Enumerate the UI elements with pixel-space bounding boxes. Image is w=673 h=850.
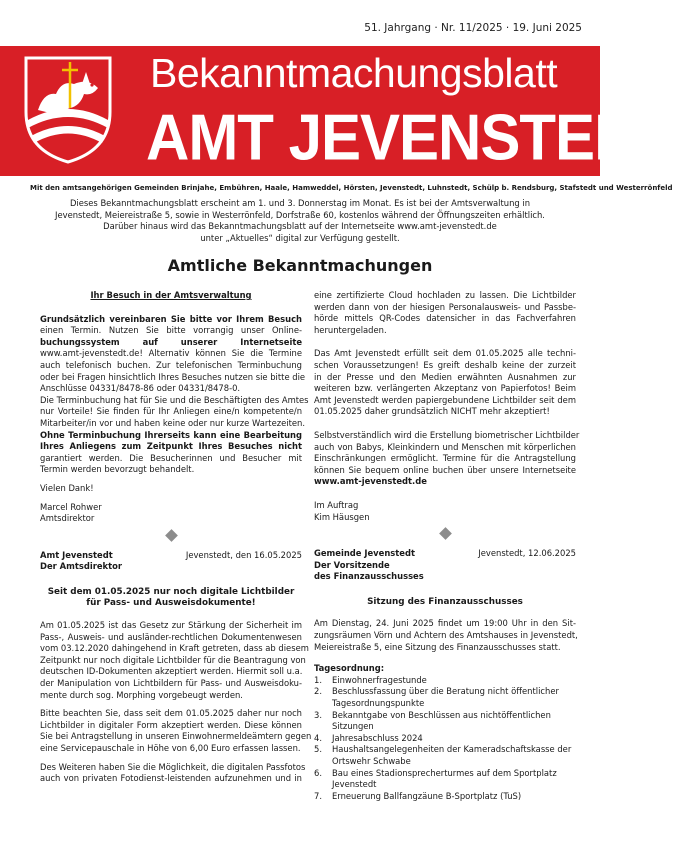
text-line: weiteren bzw. verlängerten Akzeptanz von Papierfotos! Beim xyxy=(314,383,576,394)
council-role: Der Vorsitzende xyxy=(314,559,390,570)
intro-notice xyxy=(40,198,560,244)
masthead-subtitle: AMT JEVENSTEDT xyxy=(146,101,673,174)
text-line: mente durch sog. Morphing vorgebeugt werden. xyxy=(40,689,243,700)
text-line: www.amt-jevenstedt.de! Alternativ können Sie die Termine xyxy=(40,348,302,359)
issue-line: 51. Jahrgang · Nr. 11/2025 · 19. Juni 2025 xyxy=(364,22,582,34)
thanks: Vielen Dank! xyxy=(40,482,94,493)
agenda-item: 2. Beschlussfassung über die Beratung nicht öffentlicher Tagesordnungspunkte xyxy=(314,686,559,709)
agenda-item: 5. Haushaltsangelegenheiten der Kameradschaftskasse der Ortswehr Schwabe xyxy=(314,744,572,766)
text-line: schen Voraussetzungen! Es greift deshalb keine der zurzeit xyxy=(314,359,576,370)
agenda-item: 4. Jahresabschluss 2024 xyxy=(314,732,423,743)
signer-name: Marcel Rohwer xyxy=(40,501,102,512)
text-line: werden dann von der hiesigen Personalausweis- und Passbe- xyxy=(314,301,576,312)
agenda-title: Tagesordnung: xyxy=(314,663,385,674)
masthead-banner xyxy=(0,46,673,176)
text-line: 01.05.2025 daher grundsätzlich NICHT mehr akzeptiert! xyxy=(314,406,550,417)
authority-name: Amt Jevenstedt xyxy=(40,549,113,560)
text-line: hörde mittels QR-Codes datensicher in das Fachverfahren xyxy=(314,313,576,324)
text-line: heruntergeladen. xyxy=(314,324,387,335)
text-line: zungsräumen Vörn und Achtern des Amtshauses in Jevenstedt, xyxy=(314,630,578,641)
text-line: einen Termin. Nutzen Sie bitte vorrangig unser Online- xyxy=(40,325,302,336)
on-behalf: Im Auftrag xyxy=(314,499,359,510)
visit-title: Ihr Besuch in der Amtsverwaltung xyxy=(90,290,252,300)
text-line: Mitarbeiter/in vor und haben keine oder nur kurze Wartezeiten. xyxy=(40,417,306,428)
right-column xyxy=(314,290,580,802)
council-date: Jevenstedt, 12.06.2025 xyxy=(478,548,576,559)
member-municipalities: Mit den amtsangehörigen Gemeinden Brinjahe, Embühren, Haale, Hamweddel, Hörsten, Jevenstedt, Luhnstedt, Schülp b. Rendsburg, Stafstedt und Westerrönfeld xyxy=(30,184,673,192)
text-line: Einschränkungen ermöglicht. Termine für die Antragstellung xyxy=(314,453,576,464)
signer-role: Amtsdirektor xyxy=(40,513,95,524)
intro-line: Dieses Bekanntmachungsblatt erscheint am 1. und 3. Donnerstag im Monat. Es ist bei der Amtsverwaltung in xyxy=(69,198,531,208)
text-line: Termin werden bevorzugt behandelt. xyxy=(40,464,195,475)
text-line: deutschen ID-Dokumenten akzeptiert werden. Hiermit soll u.a. xyxy=(40,666,303,677)
text-line: Ohne Terminbuchung Ihrerseits kann eine Bearbeitung xyxy=(40,429,302,440)
website-link[interactable]: www.amt-jevenstedt.de xyxy=(314,476,427,487)
visit-paragraph xyxy=(40,313,309,476)
text-line: garantiert werden. Die Besucherinnen und Besucher mit xyxy=(40,452,302,463)
text-line: eine Servicepauschale in Höhe von 6,00 Euro erfassen lassen. xyxy=(40,743,301,753)
text-line: buchungssystem auf unserer Internetseite xyxy=(40,336,302,347)
authority-line xyxy=(40,550,302,562)
intro-line: Jevenstedt, Meiereistraße 5, sowie in Westerrönfeld, Dorfstraße 60, kostenlos während der Öffnungszeiten erhältlich. xyxy=(55,209,545,220)
text-line: Ihres Anliegens zum Zeitpunkt Ihres Besuches nicht xyxy=(40,441,302,452)
text-line: Lichtbilder in digitaler Form akzeptiert werden. Diese können xyxy=(40,719,302,730)
text-line: nur Vorteile! Sie finden für Ihr Anliegen eine/n kompetente/n xyxy=(40,406,302,417)
text-line: Sie bei Antragstellung in unseren Einwohnermeldeämtern gegen xyxy=(40,731,312,742)
text-line: Anschlüsse 04331/8478-86 oder 04331/8478-0. xyxy=(40,383,241,394)
biometric-paragraph xyxy=(314,429,580,488)
text-line: eine zertifizierte Cloud hochladen zu lassen. Die Lichtbilder xyxy=(314,290,576,300)
photo-paragraph-continued xyxy=(314,290,576,336)
photo-paragraph xyxy=(40,708,312,754)
text-line: Die Terminbuchung hat für Sie und die Beschäftigten des Amtes xyxy=(40,394,309,405)
authority-role: Der Amtsdirektor xyxy=(40,561,123,572)
text-line: Pass-, Ausweis- und ausländer-rechtlichen Dokumentenwesen xyxy=(40,631,302,642)
agenda-item: 7. Erneuerung Ballfangzäune B-Sportplatz (TuS) xyxy=(314,790,522,801)
text-line: der Manipulation von Lichtbildern für Pass- und Ausweisdoku- xyxy=(40,678,302,689)
signer-name: Kim Häusgen xyxy=(314,511,370,522)
masthead-title: Bekanntmachungsblatt xyxy=(150,50,558,96)
text-line: Zeitpunkt nur noch digitale Lichtbilder für die Beantragung von xyxy=(40,654,306,665)
text-line: Das Amt Jevenstedt erfüllt seit dem 01.05.2025 alle techni- xyxy=(314,348,576,359)
meeting-title: Sitzung des Finanzausschusses xyxy=(367,596,523,607)
text-line: Meiereistraße 5, eine Sitzung des Finanzausschusses statt. xyxy=(314,641,561,652)
text-line: auch telefonisch buchen. Zur telefonischen Terminbuchung xyxy=(40,359,302,370)
agenda-list xyxy=(314,675,576,803)
council-role: des Finanzausschusses xyxy=(314,571,424,582)
separator-diamond-icon xyxy=(165,529,178,542)
text-line: auch von Babys, Kleinkindern und Menschen mit körperlichen xyxy=(314,441,576,452)
section-heading: Amtliche Bekanntmachungen xyxy=(167,256,433,275)
text-line: auch von privaten Fotodienst-leistenden aufzunehmen und in xyxy=(40,773,302,784)
photo-notice-title xyxy=(40,587,302,610)
text-line: Selbstverständlich wird die Erstellung biometrischer Lichtbilder xyxy=(314,429,580,440)
photo-paragraph xyxy=(40,620,309,701)
agenda-item: 6. Bau eines Stadionsprecherturmes auf dem Sportplatz Jevenstedt xyxy=(314,767,557,790)
separator-diamond-icon xyxy=(439,527,452,540)
council-name: Gemeinde Jevenstedt xyxy=(314,548,415,559)
council-line xyxy=(314,548,576,560)
technical-paragraph xyxy=(314,348,576,418)
photo-notice-title-line: für Pass- und Ausweisdokumente! xyxy=(86,598,256,609)
text-line: können Sie bequem online buchen über unsere Internetseite xyxy=(314,464,576,475)
intro-line: Darüber hinaus wird das Bekanntmachungsblatt auf der Internetseite www.amt-jevenstedt.de xyxy=(103,221,497,231)
meeting-paragraph xyxy=(314,618,576,653)
text-line: Am Dienstag, 24. Juni 2025 findet um 19:00 Uhr in den Sit- xyxy=(314,618,576,629)
photo-notice-title-line: Seit dem 01.05.2025 nur noch digitale Lichtbilder xyxy=(47,586,295,597)
text-line: oder bei Fragen hinsichtlich Ihres Besuches nutzen sie bitte die xyxy=(40,371,306,382)
text-line: Am 01.05.2025 ist das Gesetz zur Stärkung der Sicherheit im xyxy=(40,620,302,631)
agenda-item: 1. Einwohnerfragestunde xyxy=(314,674,427,685)
photo-paragraph xyxy=(40,761,306,785)
authority-date: Jevenstedt, den 16.05.2025 xyxy=(185,549,302,560)
text-line: Grundsätzlich vereinbaren Sie bitte vor Ihrem Besuch xyxy=(40,313,302,324)
text-line: Amt Jevenstedt werden papiergebundene Lichtbilder seit dem xyxy=(314,394,576,405)
agenda-item: 3. Bekanntgabe von Beschlüssen aus nichtöffentlichen Sitzungen xyxy=(314,709,551,732)
text-line: Bitte beachten Sie, dass seit dem 01.05.2025 daher nur noch xyxy=(40,708,302,719)
text-line: vom 03.12.2020 dahingehend in Kraft getreten, dass ab diesem xyxy=(40,643,309,654)
text-line: Des Weiteren haben Sie die Möglichkeit, die digitalen Passfotos xyxy=(40,761,306,772)
intro-line: unter „Aktuelles“ digital zur Verfügung gestellt. xyxy=(200,232,400,243)
text-line: in der Presse und den Medien erwähnten Ausnahmen zur xyxy=(314,371,576,382)
left-column xyxy=(40,290,312,792)
coat-of-arms-icon xyxy=(22,54,114,166)
